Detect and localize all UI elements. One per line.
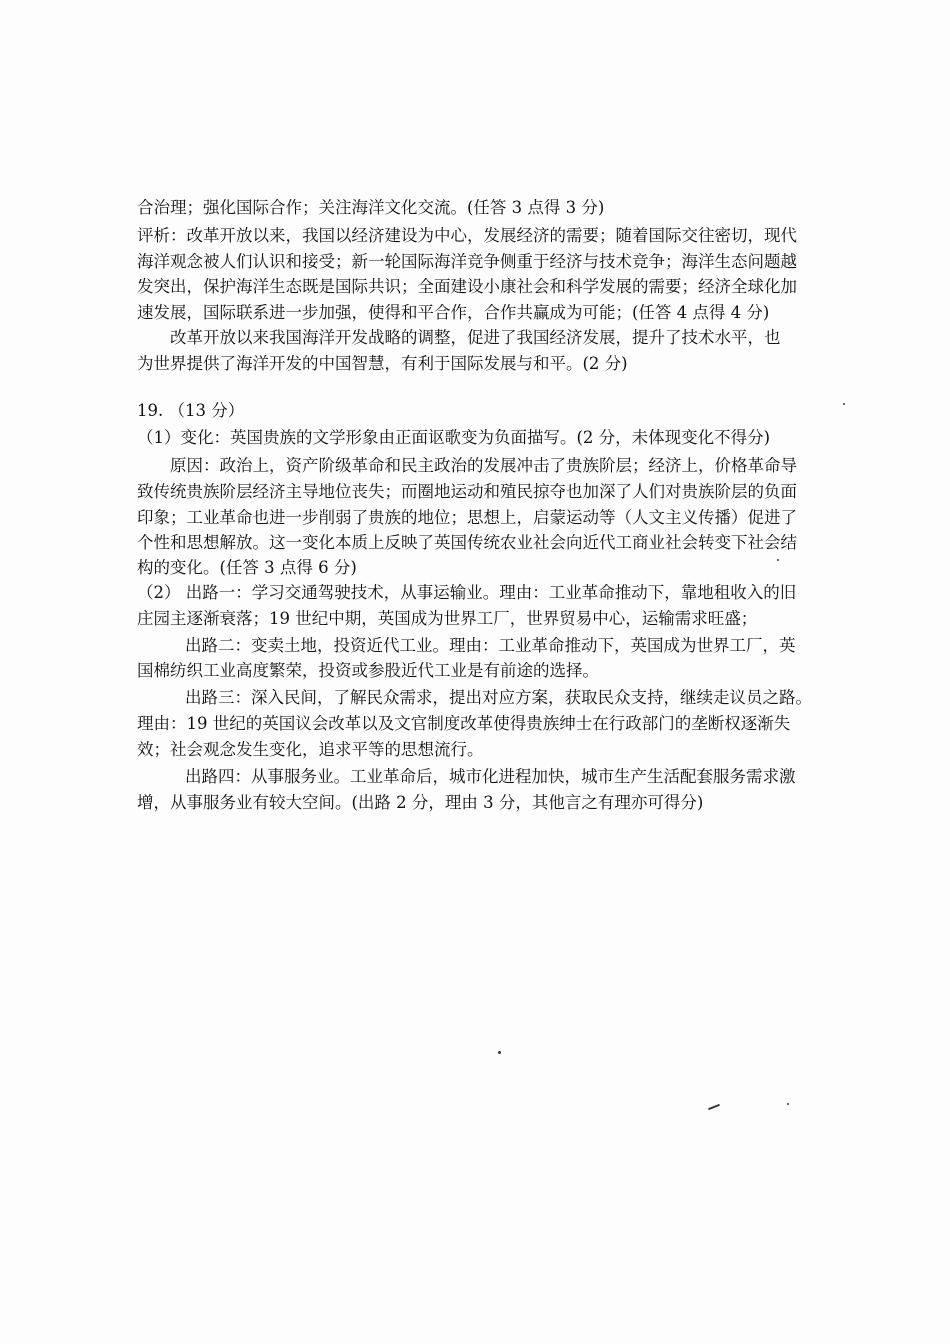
path3-line-1: 出路三：深入民间，了解民众需求，提出对应方案，获取民众支持，继续走议员之路。 [185, 688, 812, 707]
reason-line-3: 印象；工业革命也进一步削弱了贵族的地位；思想上，启蒙运动等（人文主义传播）促进了 [137, 508, 797, 527]
pingxi-line-1: 评析：改革开放以来，我国以经济建设为中心，发展经济的需要；随着国际交往密切，现代 [137, 226, 797, 245]
pingxi-line-2: 海洋观念被人们认识和接受；新一轮国际海洋竞争侧重于经济与技术竞争；海洋生态问题越 [137, 252, 797, 271]
path2-line-2: 国棉纺织工业高度繁荣，投资或参股近代工业是有前途的选择。 [137, 661, 599, 680]
scan-speck [843, 403, 845, 405]
pingxi-line-3: 发突出，保护海洋生态既是国际共识；全面建设小康社会和科学发展的需要；经济全球化加 [137, 277, 797, 296]
pingxi-line-4: 速发展，国际联系进一步加强，使得和平合作，合作共赢成为可能；(任答 4 点得 4 分) [137, 303, 770, 322]
path4-line-2: 增，从事服务业有较大空间。(出路 2 分，理由 3 分，其他言之有理亦可得分) [137, 793, 704, 812]
scan-speck [498, 1051, 501, 1054]
path3-line-2: 理由：19 世纪的英国议会改革以及文官制度改革使得贵族绅士在行政部门的垄断权逐渐失 [137, 714, 791, 733]
scan-mark [708, 1104, 720, 1110]
part1-change: （1）变化：英国贵族的文学形象由正面讴歌变为负面描写。(2 分，未体现变化不得分) [137, 428, 771, 447]
scan-speck [777, 559, 779, 561]
scan-speck [787, 1103, 789, 1105]
summary-line-2: 为世界提供了海洋开发的中国智慧，有利于国际发展与和平。(2 分) [137, 354, 628, 373]
reason-line-5: 构的变化。(任答 3 点得 6 分) [137, 558, 357, 577]
path3-line-3: 效；社会观念发生变化，追求平等的思想流行。 [137, 740, 484, 759]
summary-line-1: 改革开放以来我国海洋开发战略的调整，促进了我国经济发展，提升了技术水平，也 [170, 328, 781, 347]
question-19-header: 19. （13 分） [137, 401, 245, 420]
path2-line-1: 出路二：变卖土地，投资近代工业。理由：工业革命推动下，英国成为世界工厂，英 [185, 636, 796, 655]
reason-line-4: 个性和思想解放。这一变化本质上反映了英国传统农业社会向近代工商业社会转变下社会结 [137, 533, 797, 552]
reason-line-2: 致传统贵族阶层经济主导地位丧失；而圈地运动和殖民掠夺也加深了人们对贵族阶层的负面 [137, 482, 797, 501]
reason-line-1: 原因：政治上，资产阶级革命和民主政治的发展冲击了贵族阶层；经济上，价格革命导 [170, 456, 797, 475]
path1-line-2: 庄园主逐渐衰落；19 世纪中期，英国成为世界工厂，世界贸易中心，运输需求旺盛； [137, 609, 758, 628]
path4-line-1: 出路四：从事服务业。工业革命后，城市化进程加快，城市生产生活配套服务需求激 [185, 767, 796, 786]
answer-line-1: 合治理；强化国际合作；关注海洋文化交流。(任答 3 点得 3 分) [137, 198, 605, 217]
path1-line-1: （2） 出路一：学习交通驾驶技术，从事运输业。理由：工业革命推动下，靠地租收入的旧 [137, 583, 797, 602]
